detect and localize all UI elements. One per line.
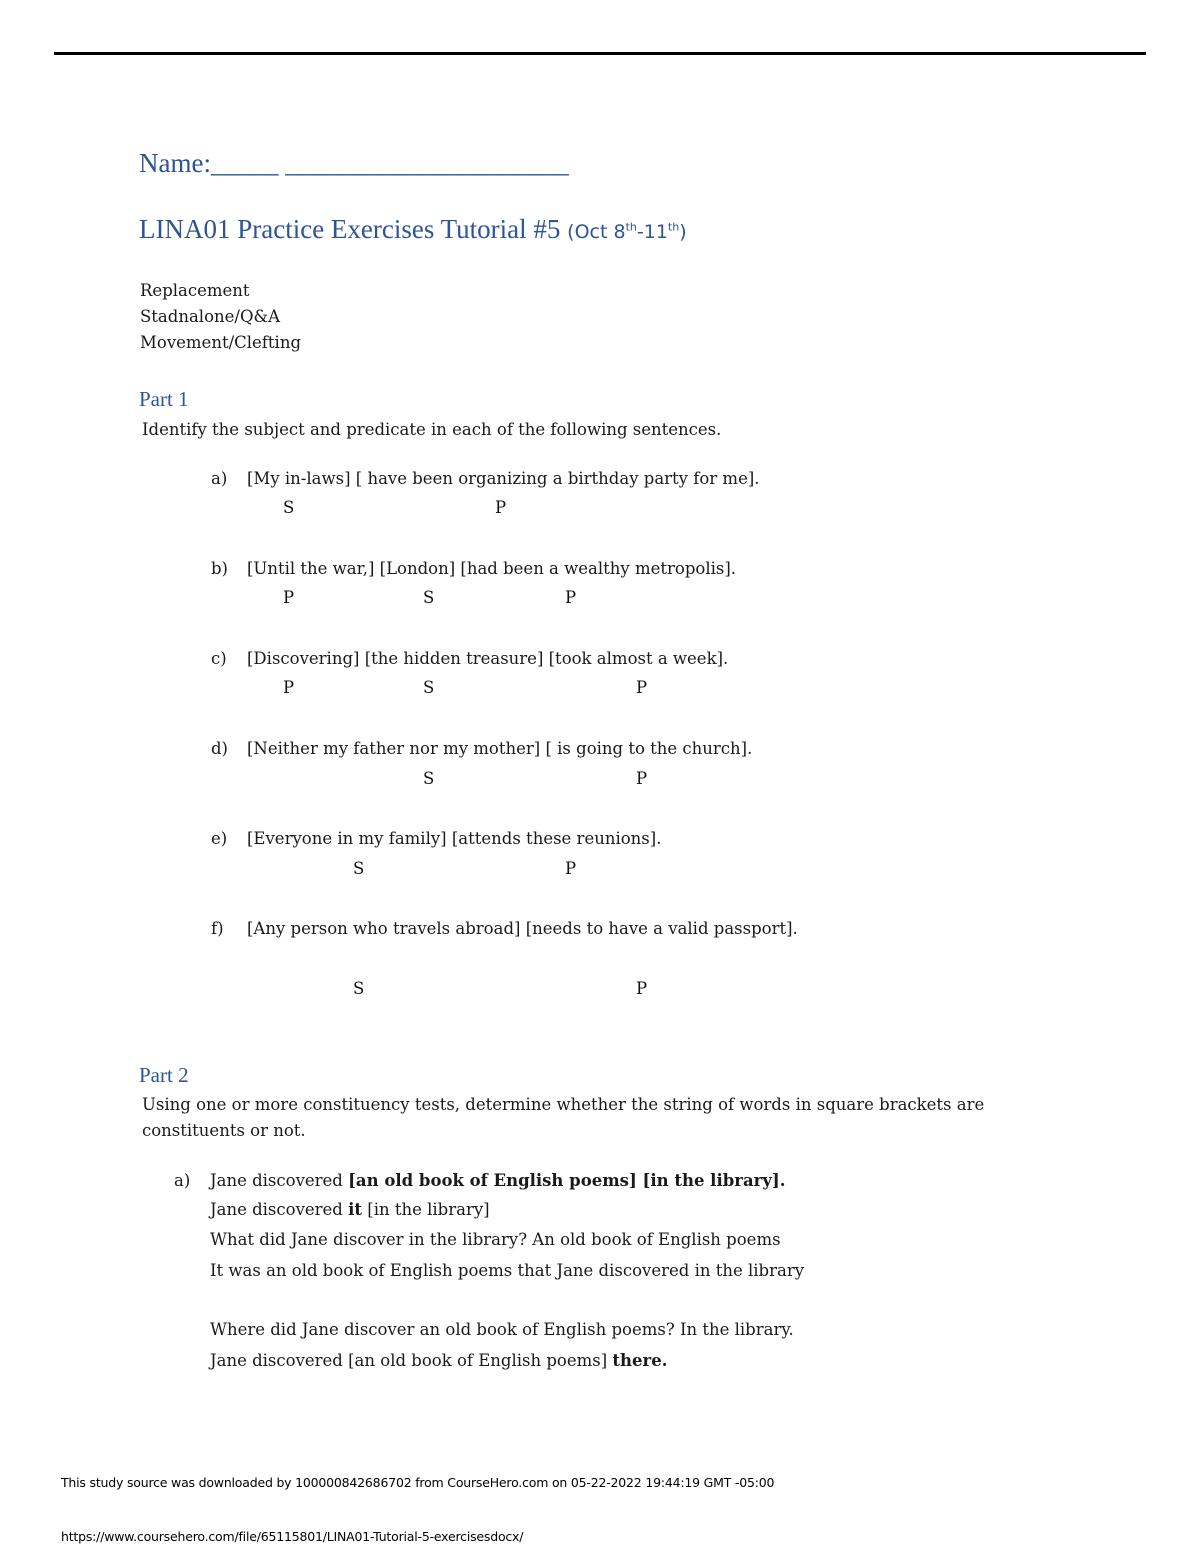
top-rule [54, 52, 1146, 55]
label-predicate: P [636, 678, 648, 697]
part2-instruction-line1: Using one or more constituency tests, determine whether the string of words in square brackets are [142, 1095, 985, 1114]
title-date: (Oct 8th-11th) [567, 220, 687, 243]
label-subject: S [423, 769, 435, 788]
sentence-b: [Until the war,] [London] [had been a wealthy metropolis]. [247, 559, 737, 578]
document-title [139, 214, 687, 245]
title-text: LINA01 Practice Exercises Tutorial #5 [139, 214, 561, 244]
list-letter: c) [211, 649, 227, 668]
part1-instruction: Identify the subject and predicate in each of the following sentences. [142, 420, 722, 439]
sentence-a: [My in-laws] [ have been organizing a birthday party for me]. [247, 469, 760, 488]
label-subject: S [423, 678, 435, 697]
question-answer-test-2: Where did Jane discover an old book of English poems? In the library. [210, 1320, 794, 1339]
label-predicate: P [495, 498, 507, 517]
part2-heading: Part 2 [139, 1063, 189, 1087]
sentence-c: [Discovering] [the hidden treasure] [took almost a week]. [247, 649, 729, 668]
label-subject: S [423, 588, 435, 607]
label-subject: S [353, 979, 365, 998]
sentence-f: [Any person who travels abroad] [needs to have a valid passport]. [247, 919, 798, 938]
label-predicate: P [565, 588, 577, 607]
list-letter: f) [211, 919, 224, 938]
list-letter: d) [211, 739, 228, 758]
footer-url[interactable]: https://www.coursehero.com/file/65115801/LINA01-Tutorial-5-exercisesdocx/ [61, 1529, 524, 1544]
label-predicate: P [636, 979, 648, 998]
list-letter: b) [211, 559, 228, 578]
sentence-d: [Neither my father nor my mother] [ is going to the church]. [247, 739, 753, 758]
cleft-test: It was an old book of English poems that Jane discovered in the library [210, 1261, 805, 1280]
replacement-test-2: Jane discovered [an old book of English poems] there. [210, 1351, 668, 1370]
part2-instruction-line2: constituents or not. [142, 1121, 306, 1140]
label-predicate: P [283, 588, 295, 607]
label-predicate: P [283, 678, 295, 697]
test-item-standalone: Stadnalone/Q&A [140, 307, 281, 326]
part2-sentence: Jane discovered [an old book of English poems] [in the library]. [210, 1171, 786, 1190]
question-answer-test: What did Jane discover in the library? An old book of English poems [210, 1230, 781, 1249]
list-letter: a) [211, 469, 228, 488]
list-letter: a) [174, 1171, 191, 1190]
label-subject: S [283, 498, 295, 517]
label-predicate: P [636, 769, 648, 788]
list-letter: e) [211, 829, 228, 848]
label-predicate: P [565, 859, 577, 878]
part1-heading: Part 1 [139, 387, 189, 411]
test-item-movement: Movement/Clefting [140, 333, 302, 352]
label-subject: S [353, 859, 365, 878]
test-item-replacement: Replacement [140, 281, 250, 300]
name-field-line: Name:_____ _____________________ [139, 148, 569, 178]
sentence-e: [Everyone in my family] [attends these reunions]. [247, 829, 662, 848]
replacement-test: Jane discovered it [in the library] [210, 1200, 490, 1219]
footer-source-note: This study source was downloaded by 100000842686702 from CourseHero.com on 05-22-2022 19:44:19 GMT -05:00 [61, 1475, 775, 1490]
